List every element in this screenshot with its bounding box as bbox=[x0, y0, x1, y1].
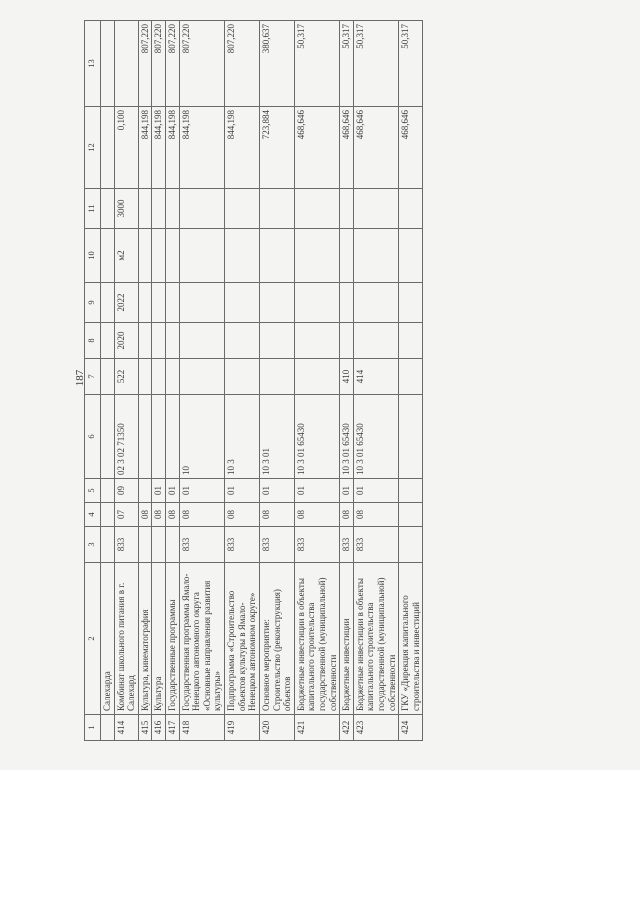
table-cell-c13: 50,317 bbox=[353, 21, 398, 107]
column-header-2: 2 bbox=[85, 563, 101, 715]
table-cell-c3 bbox=[152, 527, 166, 563]
table-row bbox=[340, 21, 354, 741]
table-cell-c3: 833 bbox=[225, 527, 260, 563]
table-cell-c8 bbox=[353, 323, 398, 359]
column-header-10: 10 bbox=[85, 229, 101, 283]
table-cell-c12: 0,100 bbox=[114, 107, 138, 189]
table-cell-c4: 08 bbox=[179, 503, 224, 527]
table-cell-c3: 833 bbox=[114, 527, 138, 563]
table-cell-c5: 01 bbox=[152, 479, 166, 503]
table-cell-c9 bbox=[225, 283, 260, 323]
table-cell-c11 bbox=[101, 189, 115, 229]
table-cell-c7 bbox=[225, 359, 260, 395]
table-cell-c13 bbox=[101, 21, 115, 107]
table-cell-c7 bbox=[259, 359, 294, 395]
column-header-9: 9 bbox=[85, 283, 101, 323]
table-cell-c4 bbox=[101, 503, 115, 527]
column-header-6: 6 bbox=[85, 395, 101, 479]
table-cell-c11 bbox=[225, 189, 260, 229]
table-cell-c13: 380,637 bbox=[259, 21, 294, 107]
table-row bbox=[399, 21, 423, 741]
table-cell-c12: 844,198 bbox=[138, 107, 152, 189]
table-row bbox=[225, 21, 260, 741]
table-cell-c4: 08 bbox=[294, 503, 339, 527]
table-row bbox=[294, 21, 339, 741]
budget-table bbox=[84, 20, 423, 741]
column-header-11: 11 bbox=[85, 189, 101, 229]
table-cell-c10 bbox=[166, 229, 180, 283]
table-cell-c3 bbox=[138, 527, 152, 563]
table-cell-c1: 417 bbox=[166, 715, 180, 741]
table-cell-c1: 416 bbox=[152, 715, 166, 741]
table-cell-c9 bbox=[294, 283, 339, 323]
table-cell-c7 bbox=[294, 359, 339, 395]
table-cell-c2: Основное мероприятие: Строительство (реконструкция) объектов bbox=[259, 563, 294, 715]
table-cell-c8 bbox=[179, 323, 224, 359]
header-row bbox=[85, 21, 101, 741]
table-cell-c7: 414 bbox=[353, 359, 398, 395]
table-cell-c1: 420 bbox=[259, 715, 294, 741]
table-cell-c3 bbox=[399, 527, 423, 563]
table-cell-c11 bbox=[259, 189, 294, 229]
table-cell-c12: 468,646 bbox=[294, 107, 339, 189]
table-cell-c12: 844,198 bbox=[225, 107, 260, 189]
table-cell-c7 bbox=[152, 359, 166, 395]
table-cell-c4: 08 bbox=[166, 503, 180, 527]
table-cell-c5 bbox=[138, 479, 152, 503]
table-cell-c11 bbox=[399, 189, 423, 229]
table-cell-c2: Государственная программа Ямало-Ненецкого автономного округа «Основные направления развития культуры» bbox=[179, 563, 224, 715]
table-cell-c13: 50,317 bbox=[340, 21, 354, 107]
table-row bbox=[114, 21, 138, 741]
table-cell-c1: 422 bbox=[340, 715, 354, 741]
table-cell-c7 bbox=[101, 359, 115, 395]
table-cell-c5: 01 bbox=[225, 479, 260, 503]
table-cell-c1: 415 bbox=[138, 715, 152, 741]
table-cell-c5: 01 bbox=[166, 479, 180, 503]
table-cell-c9 bbox=[101, 283, 115, 323]
table-cell-c6: 10 3 01 bbox=[259, 395, 294, 479]
table-cell-c1: 414 bbox=[114, 715, 138, 741]
table-cell-c12 bbox=[101, 107, 115, 189]
table-cell-c4: 08 bbox=[353, 503, 398, 527]
table-cell-c2: Культура bbox=[152, 563, 166, 715]
table-body bbox=[101, 21, 423, 741]
table-cell-c6: 10 3 01 65430 bbox=[294, 395, 339, 479]
table-cell-c4: 08 bbox=[138, 503, 152, 527]
column-header-1: 1 bbox=[85, 715, 101, 741]
table-cell-c4: 08 bbox=[152, 503, 166, 527]
table-cell-c10 bbox=[179, 229, 224, 283]
column-header-12: 12 bbox=[85, 107, 101, 189]
table-cell-c9 bbox=[152, 283, 166, 323]
table-cell-c13: 807,220 bbox=[152, 21, 166, 107]
table-cell-c1: 421 bbox=[294, 715, 339, 741]
table-cell-c6: 10 3 01 65430 bbox=[353, 395, 398, 479]
table-cell-c6: 10 3 01 65430 bbox=[340, 395, 354, 479]
table-cell-c8 bbox=[340, 323, 354, 359]
table-cell-c11: 3000 bbox=[114, 189, 138, 229]
table-cell-c12: 844,198 bbox=[152, 107, 166, 189]
table-cell-c10 bbox=[152, 229, 166, 283]
table-cell-c10 bbox=[259, 229, 294, 283]
table-cell-c5: 01 bbox=[340, 479, 354, 503]
table-cell-c11 bbox=[353, 189, 398, 229]
table-cell-c5 bbox=[101, 479, 115, 503]
table-cell-c8 bbox=[294, 323, 339, 359]
table-cell-c7 bbox=[138, 359, 152, 395]
table-cell-c1 bbox=[101, 715, 115, 741]
table-cell-c2: Бюджетные инвестиции bbox=[340, 563, 354, 715]
column-header-3: 3 bbox=[85, 527, 101, 563]
table-cell-c9 bbox=[259, 283, 294, 323]
table-cell-c5 bbox=[399, 479, 423, 503]
table-cell-c3 bbox=[101, 527, 115, 563]
table-cell-c12: 723,884 bbox=[259, 107, 294, 189]
table-cell-c10 bbox=[101, 229, 115, 283]
table-cell-c13 bbox=[114, 21, 138, 107]
table-cell-c9 bbox=[166, 283, 180, 323]
table-cell-c6 bbox=[399, 395, 423, 479]
table-cell-c12: 468,646 bbox=[340, 107, 354, 189]
table-cell-c3: 833 bbox=[179, 527, 224, 563]
column-header-13: 13 bbox=[85, 21, 101, 107]
table-cell-c9 bbox=[353, 283, 398, 323]
table-cell-c3 bbox=[166, 527, 180, 563]
table-cell-c9 bbox=[138, 283, 152, 323]
table-cell-c4: 08 bbox=[225, 503, 260, 527]
table-row bbox=[152, 21, 166, 741]
table-cell-c10: м2 bbox=[114, 229, 138, 283]
table-row bbox=[101, 21, 115, 741]
table-cell-c13: 807,220 bbox=[179, 21, 224, 107]
table-cell-c7 bbox=[399, 359, 423, 395]
table-cell-c8 bbox=[399, 323, 423, 359]
table-cell-c4: 08 bbox=[340, 503, 354, 527]
table-cell-c13: 807,220 bbox=[138, 21, 152, 107]
table-row bbox=[138, 21, 152, 741]
table-cell-c9 bbox=[179, 283, 224, 323]
table-cell-c9 bbox=[399, 283, 423, 323]
table-row bbox=[166, 21, 180, 741]
table-cell-c5: 01 bbox=[259, 479, 294, 503]
column-header-8: 8 bbox=[85, 323, 101, 359]
table-cell-c2: Бюджетные инвестиции в объекты капитального строительства государственной (муниципальной) собственности bbox=[294, 563, 339, 715]
table-cell-c2: Культура, кинематография bbox=[138, 563, 152, 715]
column-header-7: 7 bbox=[85, 359, 101, 395]
table-cell-c2: Подпрограмма «Строительство объектов культуры в Ямало-Ненецком автономном округе» bbox=[225, 563, 260, 715]
table-cell-c8 bbox=[259, 323, 294, 359]
table-cell-c13: 807,220 bbox=[166, 21, 180, 107]
table-cell-c5: 01 bbox=[353, 479, 398, 503]
table-cell-c12: 844,198 bbox=[179, 107, 224, 189]
table-cell-c6: 02 3 02 71350 bbox=[114, 395, 138, 479]
table-cell-c8 bbox=[166, 323, 180, 359]
table-cell-c1: 418 bbox=[179, 715, 224, 741]
table-row bbox=[259, 21, 294, 741]
table-cell-c10 bbox=[138, 229, 152, 283]
table-cell-c3: 833 bbox=[259, 527, 294, 563]
table-cell-c13: 50,317 bbox=[399, 21, 423, 107]
table-cell-c12: 844,198 bbox=[166, 107, 180, 189]
table-cell-c6 bbox=[138, 395, 152, 479]
table-cell-c8 bbox=[101, 323, 115, 359]
table-cell-c10 bbox=[340, 229, 354, 283]
table-cell-c2: Салехарда bbox=[101, 563, 115, 715]
table-cell-c9: 2022 bbox=[114, 283, 138, 323]
table-row bbox=[353, 21, 398, 741]
table-cell-c11 bbox=[179, 189, 224, 229]
page-number: 187 bbox=[74, 369, 86, 387]
table-cell-c8 bbox=[225, 323, 260, 359]
table-cell-c3: 833 bbox=[353, 527, 398, 563]
table-cell-c13: 50,317 bbox=[294, 21, 339, 107]
table-cell-c10 bbox=[294, 229, 339, 283]
table-cell-c1: 419 bbox=[225, 715, 260, 741]
table-cell-c6 bbox=[166, 395, 180, 479]
column-header-4: 4 bbox=[85, 503, 101, 527]
table-cell-c6 bbox=[101, 395, 115, 479]
table-cell-c10 bbox=[399, 229, 423, 283]
table-cell-c8 bbox=[152, 323, 166, 359]
column-header-5: 5 bbox=[85, 479, 101, 503]
table-cell-c2: Бюджетные инвестиции в объекты капитального строительства государственной (муниципальной) собственности bbox=[353, 563, 398, 715]
table-cell-c8: 2020 bbox=[114, 323, 138, 359]
table-cell-c4: 08 bbox=[259, 503, 294, 527]
table-cell-c6: 10 bbox=[179, 395, 224, 479]
table-cell-c2: Государственные программы bbox=[166, 563, 180, 715]
table-cell-c8 bbox=[138, 323, 152, 359]
table-cell-c5: 01 bbox=[294, 479, 339, 503]
table-cell-c11 bbox=[340, 189, 354, 229]
table-cell-c7: 410 bbox=[340, 359, 354, 395]
table-cell-c4 bbox=[399, 503, 423, 527]
table-cell-c11 bbox=[138, 189, 152, 229]
table-row bbox=[179, 21, 224, 741]
table-cell-c6: 10 3 bbox=[225, 395, 260, 479]
table-cell-c9 bbox=[340, 283, 354, 323]
table-cell-c2: Комбинат школьного питания в г. Салехард bbox=[114, 563, 138, 715]
table-cell-c1: 424 bbox=[399, 715, 423, 741]
table-cell-c1: 423 bbox=[353, 715, 398, 741]
table-cell-c2: ГКУ «Дирекция капитального строительства и инвестиций bbox=[399, 563, 423, 715]
table-cell-c12: 468,646 bbox=[353, 107, 398, 189]
table-cell-c11 bbox=[166, 189, 180, 229]
table-cell-c7: 522 bbox=[114, 359, 138, 395]
table-cell-c7 bbox=[179, 359, 224, 395]
table-cell-c7 bbox=[166, 359, 180, 395]
table-cell-c3: 833 bbox=[294, 527, 339, 563]
table-cell-c6 bbox=[152, 395, 166, 479]
rotated-table-container bbox=[84, 21, 631, 741]
table-cell-c13: 807,220 bbox=[225, 21, 260, 107]
table-cell-c5: 01 bbox=[179, 479, 224, 503]
table-cell-c3: 833 bbox=[340, 527, 354, 563]
table-cell-c5: 09 bbox=[114, 479, 138, 503]
table-cell-c10 bbox=[225, 229, 260, 283]
table-cell-c11 bbox=[294, 189, 339, 229]
table-cell-c12: 468,646 bbox=[399, 107, 423, 189]
table-cell-c11 bbox=[152, 189, 166, 229]
table-cell-c10 bbox=[353, 229, 398, 283]
table-cell-c4: 07 bbox=[114, 503, 138, 527]
